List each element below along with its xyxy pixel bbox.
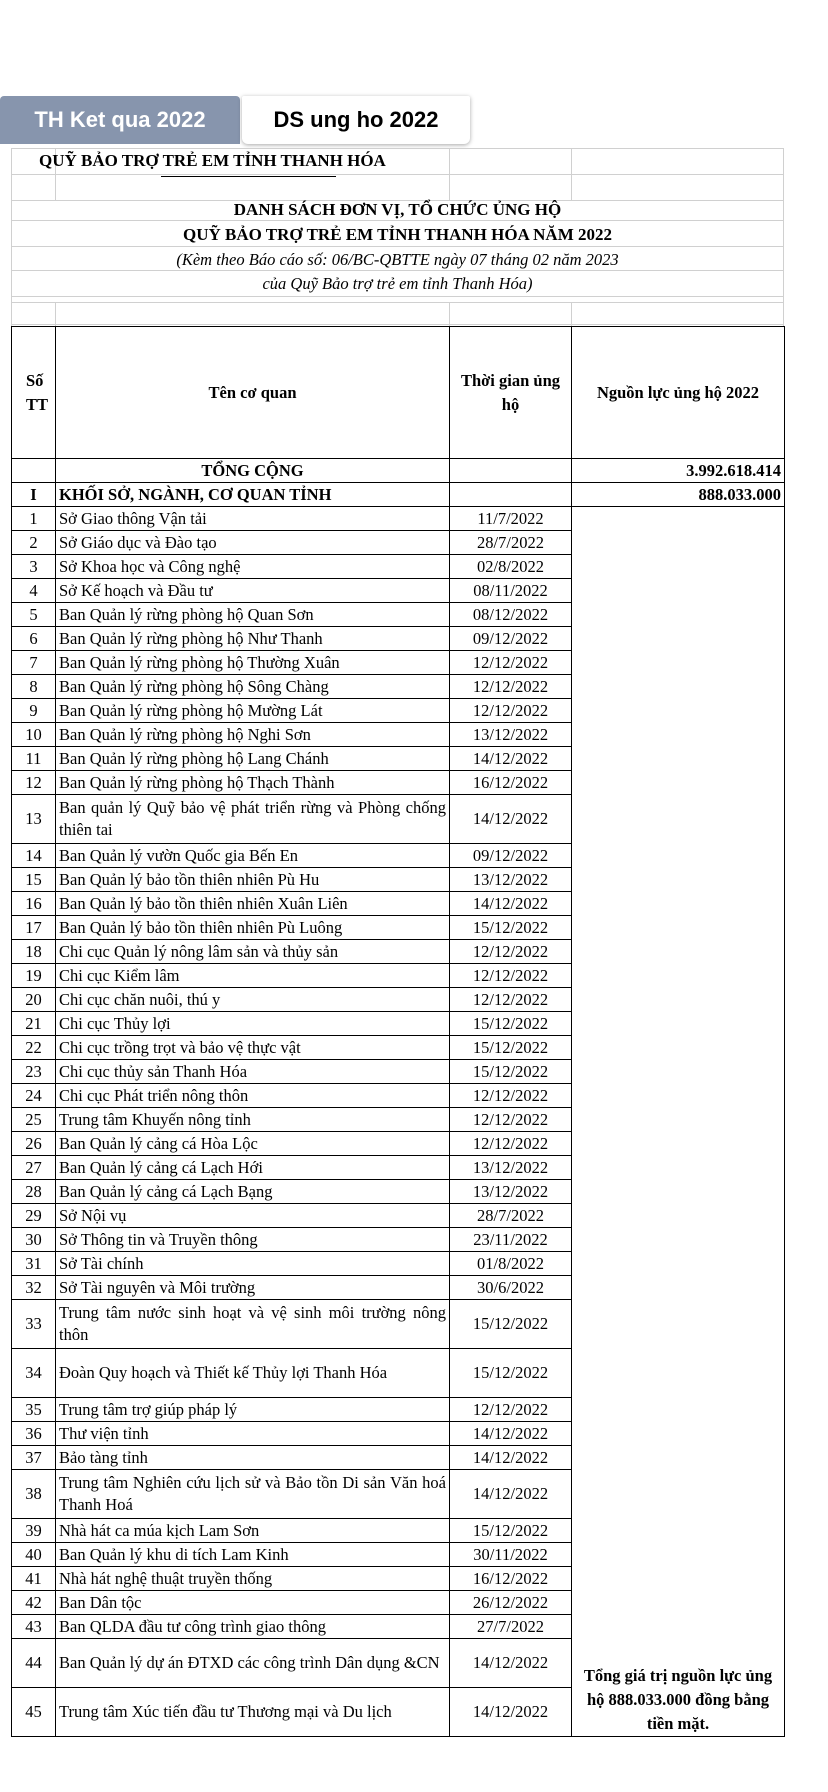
- row-date: 28/7/2022: [450, 531, 572, 555]
- row-date: 08/12/2022: [450, 603, 572, 627]
- row-name: Trung tâm Xúc tiến đầu tư Thương mại và Du lịch: [56, 1688, 450, 1737]
- row-name: Trung tâm nước sinh hoạt và vệ sinh môi trường nông thôn: [56, 1300, 450, 1349]
- total-row: [12, 459, 785, 483]
- header-stt: Số TT: [12, 327, 56, 459]
- row-name: Đoàn Quy hoạch và Thiết kế Thủy lợi Thanh Hóa: [56, 1349, 450, 1398]
- row-name: Ban Quản lý dự án ĐTXD các công trình Dân dụng &CN: [56, 1639, 450, 1688]
- doc-title-line1: DANH SÁCH ĐƠN VỊ, TỔ CHỨC ỦNG HỘ: [233, 200, 562, 219]
- header-amount: Nguồn lực ủng hộ 2022: [572, 327, 785, 459]
- row-name: Trung tâm Nghiên cứu lịch sử và Bảo tồn Di sản Văn hoá Thanh Hoá: [56, 1470, 450, 1519]
- row-stt: 5: [12, 603, 56, 627]
- row-date: 15/12/2022: [450, 1519, 572, 1543]
- row-name: Sở Khoa học và Công nghệ: [56, 555, 450, 579]
- row-date: 13/12/2022: [450, 1156, 572, 1180]
- total-value: 3.992.618.414: [572, 459, 785, 483]
- row-name: Bảo tàng tỉnh: [56, 1446, 450, 1470]
- row-stt: 1: [12, 507, 56, 531]
- row-stt: 6: [12, 627, 56, 651]
- row-stt: 44: [12, 1639, 56, 1688]
- row-stt: 21: [12, 1012, 56, 1036]
- row-stt: 42: [12, 1591, 56, 1615]
- row-stt: 2: [12, 531, 56, 555]
- row-stt: 36: [12, 1422, 56, 1446]
- row-stt: 24: [12, 1084, 56, 1108]
- row-date: 23/11/2022: [450, 1228, 572, 1252]
- row-name: Ban QLDA đầu tư công trình giao thông: [56, 1615, 450, 1639]
- group-name: KHỐI SỞ, NGÀNH, CƠ QUAN TỈNH: [56, 483, 450, 507]
- row-stt: 41: [12, 1567, 56, 1591]
- row-name: Ban Quản lý rừng phòng hộ Như Thanh: [56, 627, 450, 651]
- row-name: Nhà hát nghệ thuật truyền thống: [56, 1567, 450, 1591]
- row-stt: 43: [12, 1615, 56, 1639]
- row-name: Chi cục trồng trọt và bảo vệ thực vật: [56, 1036, 450, 1060]
- row-name: Ban Quản lý cảng cá Lạch Hới: [56, 1156, 450, 1180]
- row-date: 14/12/2022: [450, 1470, 572, 1519]
- group-value: 888.033.000: [572, 483, 785, 507]
- row-date: 30/6/2022: [450, 1276, 572, 1300]
- row-date: 14/12/2022: [450, 892, 572, 916]
- row-stt: 26: [12, 1132, 56, 1156]
- row-date: 16/12/2022: [450, 1567, 572, 1591]
- row-stt: 13: [12, 795, 56, 844]
- row-date: 02/8/2022: [450, 555, 572, 579]
- org-underline: [161, 176, 336, 177]
- row-date: 15/12/2022: [450, 1012, 572, 1036]
- row-name: Ban Quản lý rừng phòng hộ Thường Xuân: [56, 651, 450, 675]
- row-date: 26/12/2022: [450, 1591, 572, 1615]
- row-name: Chi cục thủy sản Thanh Hóa: [56, 1060, 450, 1084]
- row-stt: 20: [12, 988, 56, 1012]
- header-time: Thời gian ủng hộ: [450, 327, 572, 459]
- row-name: Sở Tài nguyên và Môi trường: [56, 1276, 450, 1300]
- row-stt: 22: [12, 1036, 56, 1060]
- row-date: 14/12/2022: [450, 795, 572, 844]
- sheet-tab-bar: [0, 96, 828, 146]
- doc-title-line2: QUỸ BẢO TRỢ TRẺ EM TỈNH THANH HÓA NĂM 2022: [183, 225, 612, 244]
- row-name: Trung tâm trợ giúp pháp lý: [56, 1398, 450, 1422]
- row-name: Ban Quản lý bảo tồn thiên nhiên Pù Hu: [56, 868, 450, 892]
- row-date: 12/12/2022: [450, 964, 572, 988]
- row-name: Trung tâm Khuyến nông tỉnh: [56, 1108, 450, 1132]
- row-stt: 8: [12, 675, 56, 699]
- row-name: Ban Quản lý rừng phòng hộ Nghi Sơn: [56, 723, 450, 747]
- row-name: Chi cục Thủy lợi: [56, 1012, 450, 1036]
- group-row: [12, 483, 785, 507]
- row-date: 08/11/2022: [450, 579, 572, 603]
- row-stt: 16: [12, 892, 56, 916]
- group-note: Tổng giá trị nguồn lực ủng hộ 888.033.000 đồng bằng tiền mặt.: [572, 507, 785, 1737]
- row-name: Ban Quản lý rừng phòng hộ Mường Lát: [56, 699, 450, 723]
- row-stt: 25: [12, 1108, 56, 1132]
- row-stt: 17: [12, 916, 56, 940]
- row-stt: 30: [12, 1228, 56, 1252]
- row-date: 30/11/2022: [450, 1543, 572, 1567]
- row-name: Ban Quản lý cảng cá Lạch Bạng: [56, 1180, 450, 1204]
- row-date: 12/12/2022: [450, 699, 572, 723]
- group-code: I: [12, 483, 56, 507]
- row-date: 12/12/2022: [450, 988, 572, 1012]
- row-date: 12/12/2022: [450, 651, 572, 675]
- row-stt: 9: [12, 699, 56, 723]
- row-date: 27/7/2022: [450, 1615, 572, 1639]
- row-date: 16/12/2022: [450, 771, 572, 795]
- doc-subtitle-line2: của Quỹ Bảo trợ trẻ em tỉnh Thanh Hóa): [262, 274, 533, 293]
- row-name: Ban Quản lý rừng phòng hộ Sông Chàng: [56, 675, 450, 699]
- row-stt: 29: [12, 1204, 56, 1228]
- row-date: 13/12/2022: [450, 1180, 572, 1204]
- row-name: Ban Quản lý vườn Quốc gia Bến En: [56, 844, 450, 868]
- row-date: 09/12/2022: [450, 844, 572, 868]
- sheet-tab-th-ket-qua[interactable]: TH Ket qua 2022: [0, 96, 240, 144]
- row-stt: 32: [12, 1276, 56, 1300]
- table-row: [12, 507, 785, 531]
- row-stt: 12: [12, 771, 56, 795]
- row-stt: 15: [12, 868, 56, 892]
- row-date: 09/12/2022: [450, 627, 572, 651]
- row-stt: 37: [12, 1446, 56, 1470]
- row-stt: 11: [12, 747, 56, 771]
- row-stt: 3: [12, 555, 56, 579]
- row-stt: 7: [12, 651, 56, 675]
- row-date: 12/12/2022: [450, 675, 572, 699]
- row-name: Sở Giáo dục và Đào tạo: [56, 531, 450, 555]
- row-stt: 23: [12, 1060, 56, 1084]
- sheet-tab-ds-ung-ho[interactable]: DS ung ho 2022: [242, 96, 470, 144]
- row-name: Chi cục Phát triển nông thôn: [56, 1084, 450, 1108]
- doc-subtitle-line1: (Kèm theo Báo cáo số: 06/BC-QBTTE ngày 07 tháng 02 năm 2023: [176, 250, 619, 269]
- row-date: 14/12/2022: [450, 747, 572, 771]
- row-name: Sở Nội vụ: [56, 1204, 450, 1228]
- row-stt: 34: [12, 1349, 56, 1398]
- row-stt: 4: [12, 579, 56, 603]
- row-name: Chi cục chăn nuôi, thú y: [56, 988, 450, 1012]
- row-date: 12/12/2022: [450, 1398, 572, 1422]
- row-stt: 45: [12, 1688, 56, 1737]
- table-header-row: [12, 327, 785, 459]
- row-name: Sở Tài chính: [56, 1252, 450, 1276]
- row-date: 28/7/2022: [450, 1204, 572, 1228]
- donor-table: [11, 326, 785, 1737]
- header-name: Tên cơ quan: [56, 327, 450, 459]
- row-stt: 28: [12, 1180, 56, 1204]
- row-date: 12/12/2022: [450, 1132, 572, 1156]
- row-name: Thư viện tỉnh: [56, 1422, 450, 1446]
- row-date: 11/7/2022: [450, 507, 572, 531]
- row-date: 15/12/2022: [450, 1300, 572, 1349]
- row-name: Sở Thông tin và Truyền thông: [56, 1228, 450, 1252]
- row-stt: 33: [12, 1300, 56, 1349]
- row-date: 15/12/2022: [450, 1349, 572, 1398]
- row-name: Ban Quản lý bảo tồn thiên nhiên Pù Luông: [56, 916, 450, 940]
- row-date: 12/12/2022: [450, 940, 572, 964]
- row-name: Ban Quản lý bảo tồn thiên nhiên Xuân Liên: [56, 892, 450, 916]
- row-name: Ban Quản lý rừng phòng hộ Thạch Thành: [56, 771, 450, 795]
- row-stt: 38: [12, 1470, 56, 1519]
- row-date: 15/12/2022: [450, 1060, 572, 1084]
- row-name: Nhà hát ca múa kịch Lam Sơn: [56, 1519, 450, 1543]
- row-date: 12/12/2022: [450, 1108, 572, 1132]
- row-name: Chi cục Quản lý nông lâm sản và thủy sản: [56, 940, 450, 964]
- row-stt: 27: [12, 1156, 56, 1180]
- row-stt: 40: [12, 1543, 56, 1567]
- row-date: 14/12/2022: [450, 1446, 572, 1470]
- org-name: QUỸ BẢO TRỢ TRẺ EM TỈNH THANH HÓA: [39, 151, 386, 170]
- total-label: TỔNG CỘNG: [56, 459, 450, 483]
- row-stt: 31: [12, 1252, 56, 1276]
- row-stt: 10: [12, 723, 56, 747]
- row-name: Ban Dân tộc: [56, 1591, 450, 1615]
- row-name: Sở Kế hoạch và Đầu tư: [56, 579, 450, 603]
- row-name: Ban Quản lý khu di tích Lam Kinh: [56, 1543, 450, 1567]
- row-name: Ban Quản lý rừng phòng hộ Lang Chánh: [56, 747, 450, 771]
- row-name: Sở Giao thông Vận tải: [56, 507, 450, 531]
- row-name: Ban Quản lý rừng phòng hộ Quan Sơn: [56, 603, 450, 627]
- row-stt: 18: [12, 940, 56, 964]
- row-stt: 35: [12, 1398, 56, 1422]
- row-stt: 14: [12, 844, 56, 868]
- row-date: 13/12/2022: [450, 868, 572, 892]
- row-stt: 39: [12, 1519, 56, 1543]
- row-name: Ban quản lý Quỹ bảo vệ phát triển rừng và Phòng chống thiên tai: [56, 795, 450, 844]
- row-name: Chi cục Kiểm lâm: [56, 964, 450, 988]
- row-date: 13/12/2022: [450, 723, 572, 747]
- row-stt: 19: [12, 964, 56, 988]
- row-date: 14/12/2022: [450, 1422, 572, 1446]
- row-date: 15/12/2022: [450, 916, 572, 940]
- row-date: 01/8/2022: [450, 1252, 572, 1276]
- row-name: Ban Quản lý cảng cá Hòa Lộc: [56, 1132, 450, 1156]
- row-date: 15/12/2022: [450, 1036, 572, 1060]
- row-date: 14/12/2022: [450, 1639, 572, 1688]
- row-date: 14/12/2022: [450, 1688, 572, 1737]
- row-date: 12/12/2022: [450, 1084, 572, 1108]
